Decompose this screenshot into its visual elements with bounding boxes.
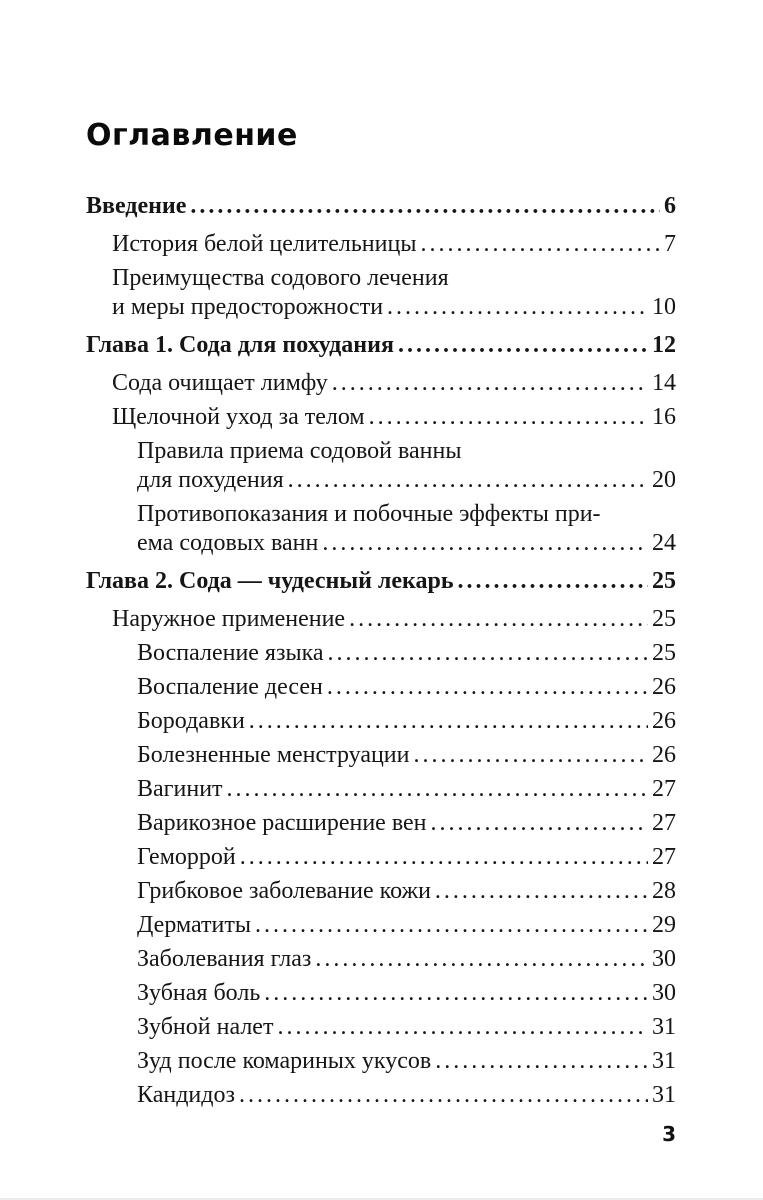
toc-entry-line: [137, 741, 676, 770]
leader-dots: [387, 293, 648, 322]
toc-entry-label: ема содовых ванн: [137, 530, 319, 556]
toc-page-number: 28: [652, 878, 676, 904]
toc-entry-line: [137, 466, 676, 495]
toc-entry-line: [86, 567, 676, 596]
toc-page-number: 25: [652, 640, 676, 666]
toc-entry-line: [112, 293, 676, 322]
toc-entry-label: Зубная боль: [137, 980, 261, 1006]
toc-page-number: 27: [652, 776, 676, 802]
toc-entry: [137, 1081, 676, 1110]
toc-entry: [137, 1013, 676, 1042]
toc-entry: [137, 437, 676, 495]
leader-dots: [369, 403, 648, 432]
toc-entry: [137, 843, 676, 872]
toc-page-number: 30: [652, 946, 676, 972]
leader-dots: [332, 369, 648, 398]
toc-entry-label: Глава 2. Сода — чудесный лекарь: [86, 568, 454, 594]
toc-page-number: 31: [652, 1048, 676, 1074]
toc-entry-wrap-line: Правила приема содовой ванны: [137, 438, 462, 464]
leader-dots: [249, 707, 648, 736]
toc-entry-label: История белой целительницы: [112, 231, 417, 257]
toc-page-number: 31: [652, 1014, 676, 1040]
toc-entry-label: Болезненные менструации: [137, 742, 410, 768]
toc-entry-wrap-line: Противопоказания и побочные эффекты при-: [137, 501, 601, 527]
leader-dots: [322, 529, 648, 558]
toc-entry-label: Грибковое заболевание кожи: [137, 878, 431, 904]
toc-entry-label: Введение: [86, 193, 187, 219]
toc-entry-label: Зуд после комариных укусов: [137, 1048, 432, 1074]
leader-dots: [420, 230, 660, 259]
toc-entry: [137, 707, 676, 736]
leader-dots: [435, 877, 648, 906]
leader-dots: [435, 1047, 648, 1076]
toc-entry-label: Наружное применение: [112, 606, 346, 632]
toc-entry: [112, 403, 676, 432]
leader-dots: [414, 741, 649, 770]
toc-entry-label: Воспаление десен: [137, 674, 323, 700]
toc-page-number: 24: [652, 530, 676, 556]
toc-entry-line: [112, 605, 676, 634]
leader-dots: [349, 605, 648, 634]
toc-page-number: 16: [652, 404, 676, 430]
leader-dots: [255, 911, 648, 940]
toc-entry-line: [86, 331, 676, 360]
toc-entry-line: [137, 979, 676, 1008]
toc-entry-chapter: [86, 331, 676, 360]
toc-entry-label: Кандидоз: [137, 1082, 235, 1108]
toc-entry: [137, 500, 676, 558]
toc-entry-line: [112, 230, 676, 259]
toc-entry: [137, 911, 676, 940]
toc-page-number: 26: [652, 708, 676, 734]
toc-entry-line: [137, 529, 676, 558]
toc-page-number: 26: [652, 674, 676, 700]
toc-page-number: 25: [652, 568, 676, 594]
toc-entry-line: [137, 673, 676, 702]
toc-entry: [137, 945, 676, 974]
toc-entry-line: [137, 809, 676, 838]
folio-page-number: 3: [662, 1122, 676, 1146]
toc-entry: [137, 1047, 676, 1076]
toc-entry-label: Щелочной уход за телом: [112, 404, 365, 430]
toc-page-number: 31: [652, 1082, 676, 1108]
leader-dots: [190, 192, 660, 221]
toc-entry-label: и меры предосторожности: [112, 294, 384, 320]
leader-dots: [315, 945, 648, 974]
toc-page-number: 30: [652, 980, 676, 1006]
leader-dots: [227, 775, 648, 804]
toc-page-number: 25: [652, 606, 676, 632]
toc-entry: [137, 809, 676, 838]
toc-page-number: 10: [652, 294, 676, 320]
toc-entry: [112, 369, 676, 398]
toc-entry: [137, 741, 676, 770]
toc-page-number: 12: [652, 332, 676, 358]
toc-entry-label: для похудения: [137, 467, 284, 493]
toc-entry-chapter: [86, 567, 676, 596]
toc-page-number: 14: [652, 370, 676, 396]
leader-dots: [264, 979, 648, 1008]
toc-entry-chapter: [86, 192, 676, 221]
leader-dots: [328, 639, 648, 668]
leader-dots: [327, 673, 648, 702]
toc-entry-line: [137, 1013, 676, 1042]
toc-entry-line: [86, 192, 676, 221]
toc-entry: [137, 775, 676, 804]
toc-entry-line: [137, 945, 676, 974]
toc-entry-line: [137, 911, 676, 940]
toc-entry-line: [137, 1047, 676, 1076]
toc-page-number: 27: [652, 844, 676, 870]
toc-entry-label: Заболевания глаз: [137, 946, 312, 972]
toc-page-number: 7: [664, 231, 676, 257]
toc-entry-line: [112, 369, 676, 398]
toc-entry-label: Бородавки: [137, 708, 245, 734]
toc-entry-line: [137, 877, 676, 906]
toc-entry-label: Сода очищает лимфу: [112, 370, 328, 396]
toc-entry-label: Варикозное расширение вен: [137, 810, 427, 836]
leader-dots: [431, 809, 648, 838]
toc-entry-line: [112, 403, 676, 432]
toc-entry-label: Геморрой: [137, 844, 236, 870]
toc-entry: [137, 979, 676, 1008]
toc-entry-wrap-line: Преимущества содового лечения: [112, 265, 449, 291]
toc-entry: [137, 639, 676, 668]
leader-dots: [240, 843, 648, 872]
toc-entry-line: [137, 775, 676, 804]
toc-entry-label: Глава 1. Сода для похудания: [86, 332, 394, 358]
toc-page-number: 6: [664, 193, 676, 219]
toc-entry: [137, 673, 676, 702]
toc-entry-label: Воспаление языка: [137, 640, 324, 666]
toc-entry-label: Дерматиты: [137, 912, 251, 938]
leader-dots: [239, 1081, 648, 1110]
toc-entry-line: [137, 639, 676, 668]
leader-dots: [458, 567, 648, 596]
leader-dots: [288, 466, 648, 495]
page-title: Оглавление: [86, 118, 298, 153]
toc-entry-label: Вагинит: [137, 776, 223, 802]
leader-dots: [277, 1013, 648, 1042]
toc-entry-label: Зубной налет: [137, 1014, 274, 1040]
toc-entry-line: [137, 843, 676, 872]
leader-dots: [398, 331, 648, 360]
toc-entry-line: [137, 1081, 676, 1110]
toc-entry: [137, 877, 676, 906]
toc-entry-line: [137, 707, 676, 736]
toc-entry: [112, 230, 676, 259]
toc-page-number: 26: [652, 742, 676, 768]
toc-page-number: 27: [652, 810, 676, 836]
toc-entry: [112, 605, 676, 634]
toc-page-number: 20: [652, 467, 676, 493]
table-of-contents: [86, 192, 676, 1110]
toc-entry: [112, 264, 676, 322]
toc-page-number: 29: [652, 912, 676, 938]
